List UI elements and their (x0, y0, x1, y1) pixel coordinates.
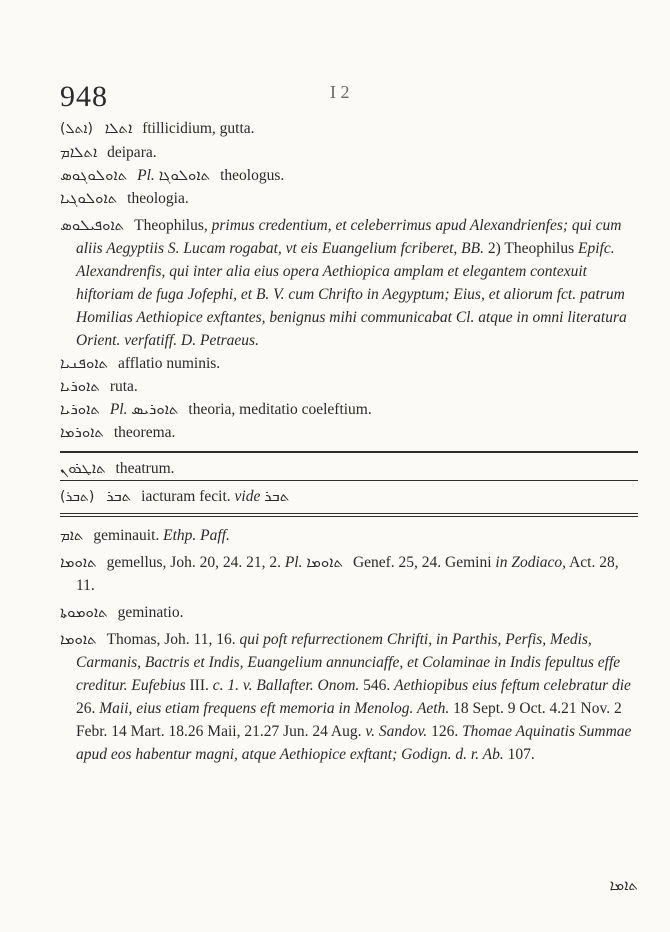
definition-italic-3: Aethiopibus eius feftum celebratur die (394, 677, 631, 694)
definition-italic: in Zodiaco, (495, 554, 567, 571)
plural-label: Pl. (137, 167, 155, 184)
definition: ftillicidium, gutta. (142, 120, 255, 137)
root-word: (ܬܒܪ) (60, 489, 95, 505)
entry-theologus (60, 164, 638, 187)
syriac-plural: ܬܐܘܪܝܣ (131, 400, 179, 418)
plural-label: Pl. (284, 554, 303, 571)
definition: iacturam fecit. (141, 488, 231, 505)
entry-afflatio (60, 352, 638, 375)
definition-lead: Theophilus, (134, 217, 208, 234)
entry-theophilus (60, 214, 638, 352)
syriac-plural: ܬܐܘܡܐ (306, 553, 344, 571)
definition-italic-second: Epifc. Alexandrenfis, qui inter alia eius opera Aethiopica amplam et elegantem contexuit hiftoriam de fuga Jofephi, et B. V. cum Chrifto in Aegyptum; Eius, et aliorum fct. patrum Homilias Aethiopice exftantes, benignus mihi communicabat Cl. atque in omni literatura Orient. verfatiff. D. Petraeus. (76, 240, 627, 349)
definition: ruta. (109, 378, 138, 395)
definition-part-3: 546. (363, 677, 391, 694)
syriac-headword: ܬܒܪ (106, 487, 132, 505)
definition-italic: primus credentium, et celeberrimus apud Alexandrienfes; qui cum aliis Aegyptiis S. Lucam rogabat, vt eis Euangelium fcriberet, (76, 217, 622, 257)
definition: theologia. (127, 190, 189, 207)
syriac-headword: ܬܐܘܪܝܐ (60, 400, 100, 418)
entry-deipara (60, 141, 638, 164)
definition-italic-4: Maii, eius etiam frequens eft memoria in Menolog. Aeth. (99, 700, 450, 717)
definition-second: Genef. 25, 24. Gemini (352, 554, 492, 571)
vide-label: vide (234, 488, 261, 505)
definition-italic-5: v. Sandov. (365, 723, 428, 740)
syriac-headword: ܬܐܘܠܘܓܘܣ (60, 166, 128, 184)
syriac-cross-ref: ܬܒܪ (264, 487, 290, 505)
definition: gemellus, Joh. 20, 24. 21, 2. (106, 554, 281, 571)
definition: theatrum. (115, 460, 175, 477)
section-rule (60, 451, 638, 453)
syriac-headword: ܬܐܘܦܝܠܘܣ (60, 216, 125, 234)
syriac-headword: ܬܐܘܠܘܓܝܐ (60, 189, 118, 207)
definition: theologus. (220, 167, 285, 184)
definition-italic-2: c. 1. v. Ballafter. Onom. (212, 677, 360, 694)
definition-part-2: III. (189, 677, 209, 694)
definition-second: 2) Theophilus (487, 240, 575, 257)
catchword: ܬܐܡܐ (609, 876, 638, 894)
entry-thomas (60, 628, 638, 766)
definition-part-5: 18 Sept. 9 Oct. 4.21 Nov. 2 Febr. 14 Mart. 18.26 Maii, 21.27 Jun. 24 Aug. (76, 700, 622, 740)
definition: theoria, meditatio coeleftium. (188, 401, 372, 418)
definition: afflatio numinis. (117, 355, 221, 372)
definition: geminatio. (117, 604, 184, 621)
source-reference: Ethp. Paff. (163, 527, 230, 544)
section-rule (60, 480, 638, 481)
entry-theoria (60, 398, 638, 421)
page-number: 948 (60, 80, 108, 113)
definition-part-6: 126. (431, 723, 459, 740)
entry-geminauit (60, 524, 638, 547)
definition-third: Act. 28, 11. (76, 554, 619, 594)
syriac-headword: ܬܐܘܪܡܐ (60, 423, 104, 441)
entry-theorema (60, 421, 638, 444)
entry-stillicidium (60, 117, 638, 141)
definition: theorema. (113, 424, 176, 441)
signature-mark: I 2 (330, 82, 350, 102)
syriac-plural: ܬܐܘܠܘܓܐ (158, 166, 211, 184)
definition-part-4: 26. (76, 700, 96, 717)
syriac-headword: ܐܬܠܐ (104, 119, 133, 137)
definition-part-7: 107. (507, 746, 535, 763)
syriac-headword: ܬܐܘܪܝܐ (60, 377, 100, 395)
entry-theatrum (60, 457, 638, 480)
syriac-headword: ܬܐܛܪܘܢ (60, 459, 106, 477)
entry-theologia (60, 187, 638, 210)
definition-italic: qui poft refurrectionem Chrifti, in Parthis, Perfis, Medis, Carmanis, Bactris et Indis, Euangelium annunciaffe, et Colaminae in Indis fepultus effe creditur. Eufebius (76, 631, 621, 694)
entry-geminatio (60, 601, 638, 624)
root-word: (ܐܬܠ) (60, 121, 93, 137)
syriac-headword: ܬܐܡ (60, 526, 84, 544)
source-reference: BB. (461, 240, 484, 257)
definition-italic-6: Thomae Aquinatis Summae apud eos habentur magni, atque Aethiopice exftant; Godign. d. r. Ab. (76, 723, 632, 763)
syriac-headword: ܐܬܠܐܡ (60, 143, 98, 161)
entry-ruta (60, 375, 638, 398)
definition: Thomas, Joh. 11, 16. (106, 631, 236, 648)
plural-label: Pl. (109, 401, 128, 418)
definition: geminauit. (93, 527, 160, 544)
syriac-headword: ܬܐܘܡܐ (60, 630, 97, 648)
syriac-headword: ܬܐܘܡܘܬܐ (60, 603, 108, 621)
entry-iacturam (60, 485, 638, 509)
entry-gemellus (60, 551, 638, 597)
syriac-headword: ܬܐܘܦܢܝܐ (60, 354, 109, 372)
section-rule-double (60, 513, 638, 517)
definition: deipara. (107, 144, 157, 161)
syriac-headword: ܬܐܘܡܐ (60, 553, 97, 571)
entry-list (60, 117, 638, 766)
